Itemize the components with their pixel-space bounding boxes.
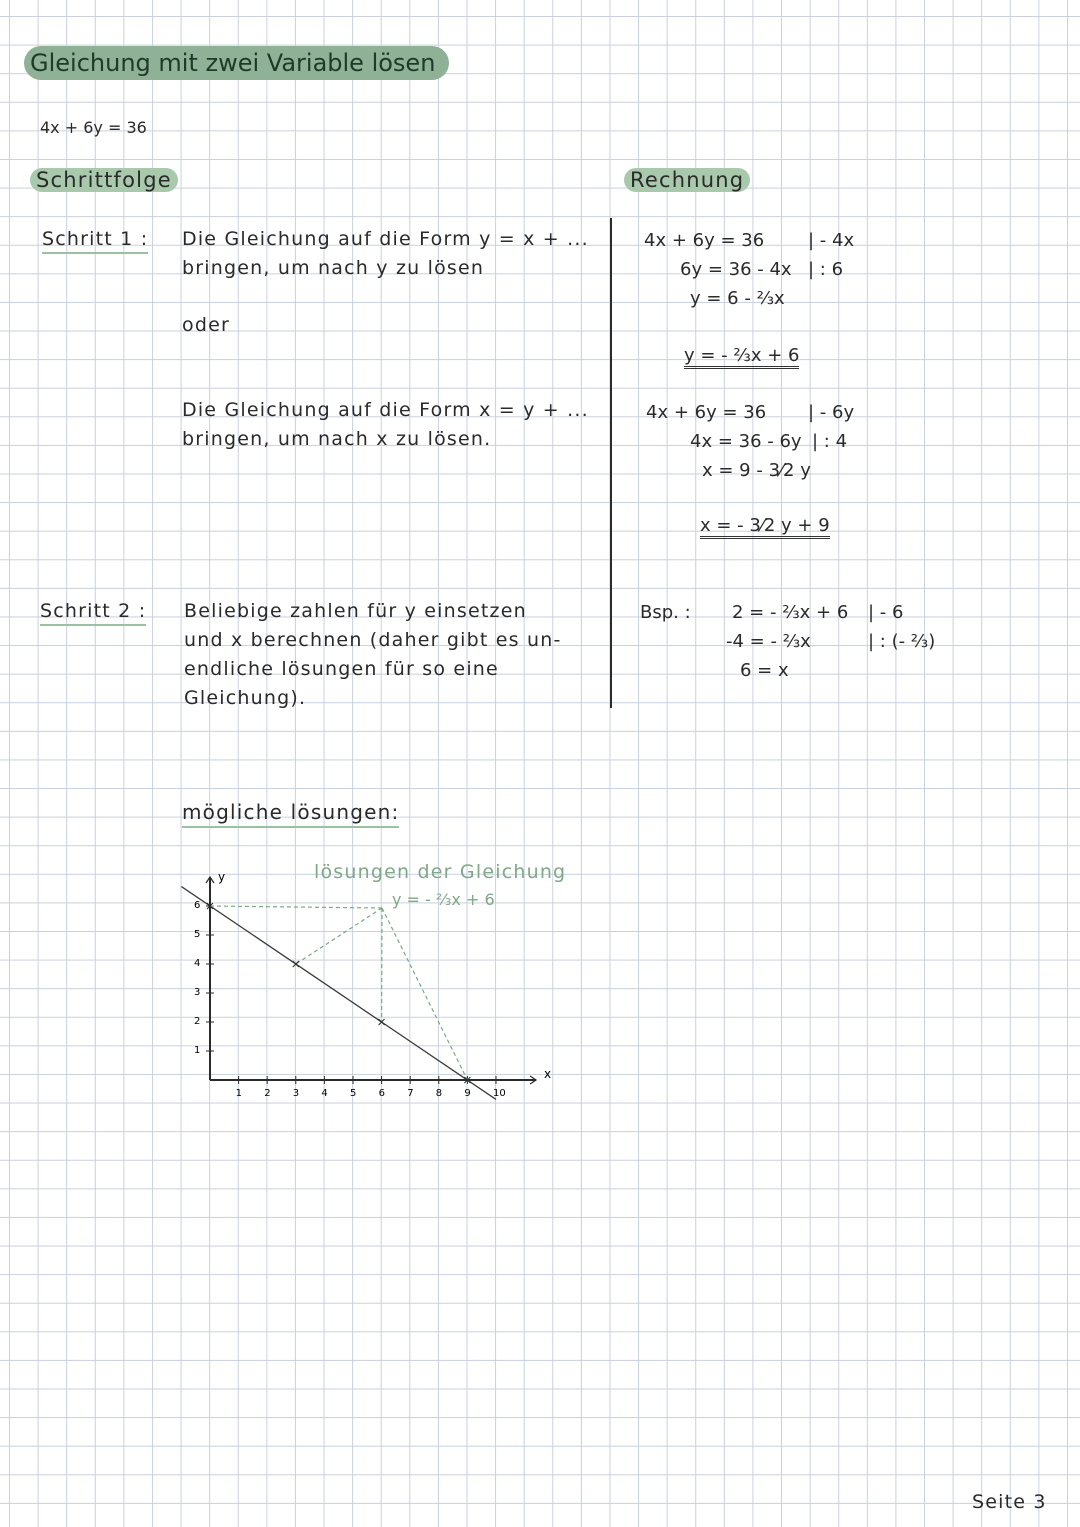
- y-tick-label: 1: [194, 1045, 201, 1056]
- page-number: Seite 3: [972, 1491, 1047, 1513]
- step1-line4: bringen, um nach x zu lösen.: [182, 428, 492, 450]
- y-tick-label: 3: [194, 987, 201, 998]
- example-op1: | - 6: [868, 602, 904, 623]
- calc1-result: y = - ⅔x + 6: [684, 342, 799, 370]
- solution-pointer: [382, 908, 467, 1080]
- example-label: Bsp. :: [640, 602, 691, 623]
- calc1-row2: 6y = 36 - 4x: [680, 259, 792, 280]
- solution-point: [293, 961, 299, 967]
- solution-line: [181, 887, 496, 1100]
- step2-line1: Beliebige zahlen für y einsetzen: [184, 600, 527, 622]
- step2-line2: und x berechnen (daher gibt es un-: [184, 629, 562, 651]
- x-tick-label: 3: [292, 1088, 300, 1099]
- solutions-heading: mögliche lösungen:: [182, 798, 399, 827]
- solution-pointer: [210, 906, 382, 908]
- step1-line3: Die Gleichung auf die Form x = y + ...: [182, 399, 589, 421]
- solution-point: [379, 1019, 385, 1025]
- heading-steps: Schrittfolge: [30, 166, 178, 195]
- x-tick-label: 9: [464, 1088, 471, 1099]
- calc2-op1: | - 6y: [808, 402, 855, 423]
- x-tick-label: 6: [378, 1088, 385, 1099]
- x-tick-label: 7: [407, 1088, 414, 1099]
- calc2-op2: | : 4: [812, 431, 848, 452]
- x-tick-label: 1: [235, 1088, 242, 1099]
- solution-pointer: [296, 908, 382, 964]
- example-row2: -4 = - ⅔x: [726, 631, 811, 652]
- step2-label: Schritt 2 :: [40, 597, 146, 626]
- x-tick-label: 4: [321, 1088, 328, 1099]
- main-equation: 4x + 6y = 36: [40, 118, 147, 137]
- calc1-row3: y = 6 - ⅔x: [690, 288, 785, 309]
- x-tick-label: 2: [264, 1088, 271, 1099]
- step2-line4: Gleichung).: [184, 687, 307, 709]
- calc1-op1: | - 4x: [808, 230, 855, 251]
- page-title: Gleichung mit zwei Variable lösen: [24, 46, 449, 80]
- calc2-result: x = - 3⁄2 y + 9: [700, 512, 830, 540]
- step1-line1: Die Gleichung auf die Form y = x + ...: [182, 228, 589, 250]
- y-tick-label: 6: [194, 900, 201, 911]
- calc1-row1: 4x + 6y = 36: [644, 230, 765, 251]
- y-tick-label: 2: [194, 1016, 201, 1027]
- y-tick-label: 5: [194, 929, 201, 940]
- graph-note-title: lösungen der Gleichung: [314, 861, 567, 883]
- step2-line3: endliche lösungen für so eine: [184, 658, 499, 680]
- x-tick-label: 10: [493, 1088, 506, 1099]
- calc2-row3: x = 9 - 3⁄2 y: [702, 460, 811, 481]
- example-row3: 6 = x: [740, 660, 789, 681]
- x-tick-label: 5: [350, 1088, 357, 1099]
- heading-calc: Rechnung: [624, 166, 750, 195]
- step1-label: Schritt 1 :: [42, 225, 148, 254]
- x-axis-label: x: [544, 1067, 552, 1081]
- calc2-row1: 4x + 6y = 36: [646, 402, 767, 423]
- y-tick-label: 4: [194, 958, 201, 969]
- step1-or: oder: [182, 314, 230, 336]
- step1-line2: bringen, um nach y zu lösen: [182, 257, 485, 279]
- example-row1: 2 = - ⅔x + 6: [732, 602, 849, 623]
- x-tick-label: 8: [435, 1088, 443, 1099]
- calc2-row2: 4x = 36 - 6y: [690, 431, 802, 452]
- y-axis-label: y: [218, 870, 226, 884]
- graph-note-equation: y = - ⅔x + 6: [392, 890, 495, 909]
- example-op2: | : (- ⅔): [868, 631, 936, 652]
- calc1-op2: | : 6: [808, 259, 844, 280]
